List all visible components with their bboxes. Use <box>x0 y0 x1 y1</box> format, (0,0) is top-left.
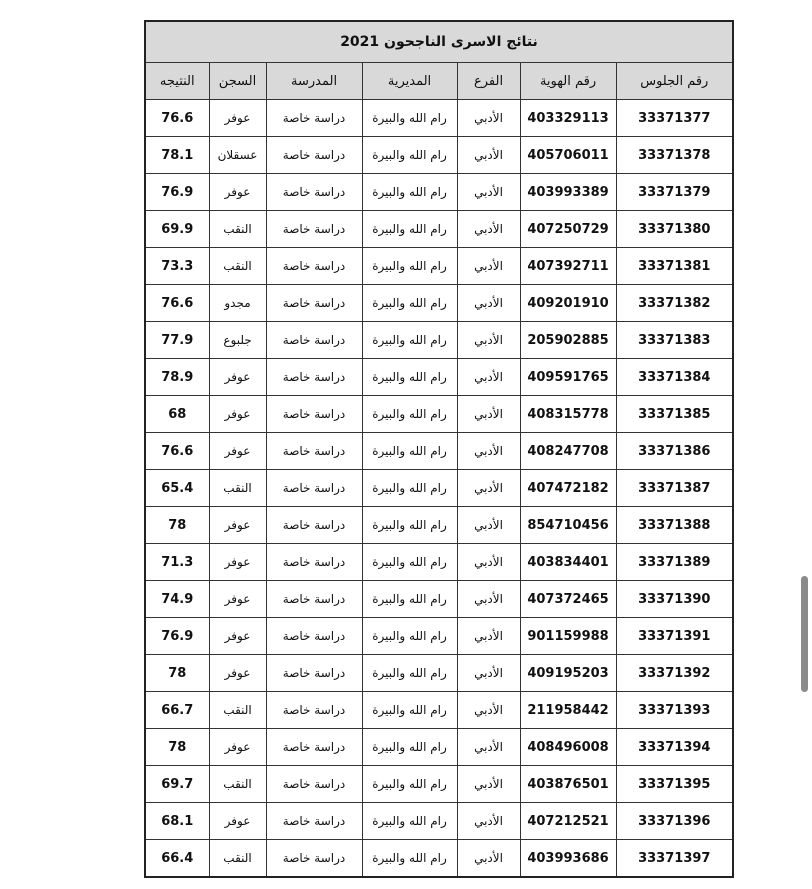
cell-prison: النقب <box>209 692 266 729</box>
cell-directorate: رام الله والبيرة <box>362 692 457 729</box>
cell-school: دراسة خاصة <box>266 174 362 211</box>
cell-school: دراسة خاصة <box>266 803 362 840</box>
cell-school: دراسة خاصة <box>266 655 362 692</box>
cell-prison: النقب <box>209 766 266 803</box>
cell-directorate: رام الله والبيرة <box>362 729 457 766</box>
cell-seat-number: 33371393 <box>616 692 733 729</box>
cell-directorate: رام الله والبيرة <box>362 618 457 655</box>
cell-branch: الأدبي <box>457 470 520 507</box>
table-row <box>145 840 733 878</box>
cell-prison: عوفر <box>209 396 266 433</box>
table-body <box>145 100 733 878</box>
cell-branch: الأدبي <box>457 248 520 285</box>
results-table <box>144 20 734 878</box>
cell-seat-number: 33371397 <box>616 840 733 878</box>
cell-directorate: رام الله والبيرة <box>362 803 457 840</box>
cell-prison: النقب <box>209 211 266 248</box>
cell-branch: الأدبي <box>457 581 520 618</box>
cell-branch: الأدبي <box>457 544 520 581</box>
table-title-row <box>145 21 733 63</box>
cell-branch: الأدبي <box>457 655 520 692</box>
cell-seat-number: 33371386 <box>616 433 733 470</box>
cell-id-number: 408315778 <box>520 396 616 433</box>
cell-branch: الأدبي <box>457 174 520 211</box>
cell-seat-number: 33371385 <box>616 396 733 433</box>
table-title: نتائج الاسرى الناجحون 2021 <box>145 21 733 63</box>
cell-id-number: 407212521 <box>520 803 616 840</box>
table-row <box>145 544 733 581</box>
cell-branch: الأدبي <box>457 211 520 248</box>
cell-result: 69.7 <box>145 766 209 803</box>
cell-result: 78 <box>145 729 209 766</box>
table-row <box>145 581 733 618</box>
cell-prison: عوفر <box>209 618 266 655</box>
table-row <box>145 137 733 174</box>
vertical-scrollbar[interactable] <box>801 576 808 692</box>
cell-result: 69.9 <box>145 211 209 248</box>
cell-directorate: رام الله والبيرة <box>362 840 457 878</box>
table-row <box>145 655 733 692</box>
cell-id-number: 405706011 <box>520 137 616 174</box>
cell-result: 76.9 <box>145 174 209 211</box>
table-row <box>145 766 733 803</box>
cell-seat-number: 33371388 <box>616 507 733 544</box>
cell-school: دراسة خاصة <box>266 248 362 285</box>
table-row <box>145 692 733 729</box>
cell-seat-number: 33371392 <box>616 655 733 692</box>
cell-directorate: رام الله والبيرة <box>362 396 457 433</box>
cell-school: دراسة خاصة <box>266 211 362 248</box>
cell-school: دراسة خاصة <box>266 396 362 433</box>
cell-seat-number: 33371380 <box>616 211 733 248</box>
cell-branch: الأدبي <box>457 100 520 137</box>
cell-id-number: 205902885 <box>520 322 616 359</box>
cell-prison: النقب <box>209 840 266 878</box>
cell-directorate: رام الله والبيرة <box>362 322 457 359</box>
cell-directorate: رام الله والبيرة <box>362 248 457 285</box>
cell-school: دراسة خاصة <box>266 470 362 507</box>
cell-directorate: رام الله والبيرة <box>362 137 457 174</box>
cell-branch: الأدبي <box>457 840 520 878</box>
cell-branch: الأدبي <box>457 766 520 803</box>
cell-school: دراسة خاصة <box>266 729 362 766</box>
cell-branch: الأدبي <box>457 137 520 174</box>
cell-branch: الأدبي <box>457 692 520 729</box>
cell-result: 73.3 <box>145 248 209 285</box>
cell-id-number: 854710456 <box>520 507 616 544</box>
table-row <box>145 359 733 396</box>
table-header-row <box>145 63 733 100</box>
cell-branch: الأدبي <box>457 618 520 655</box>
cell-school: دراسة خاصة <box>266 692 362 729</box>
cell-seat-number: 33371381 <box>616 248 733 285</box>
cell-school: دراسة خاصة <box>266 581 362 618</box>
table-row <box>145 248 733 285</box>
cell-result: 68 <box>145 396 209 433</box>
cell-directorate: رام الله والبيرة <box>362 507 457 544</box>
cell-seat-number: 33371377 <box>616 100 733 137</box>
table-row <box>145 174 733 211</box>
table-row <box>145 100 733 137</box>
header-seat-number: رقم الجلوس <box>616 63 733 100</box>
cell-prison: جلبوع <box>209 322 266 359</box>
cell-prison: عوفر <box>209 581 266 618</box>
cell-school: دراسة خاصة <box>266 544 362 581</box>
cell-school: دراسة خاصة <box>266 137 362 174</box>
cell-branch: الأدبي <box>457 507 520 544</box>
cell-seat-number: 33371394 <box>616 729 733 766</box>
cell-school: دراسة خاصة <box>266 766 362 803</box>
cell-directorate: رام الله والبيرة <box>362 359 457 396</box>
table-row <box>145 507 733 544</box>
table-row <box>145 470 733 507</box>
cell-id-number: 407392711 <box>520 248 616 285</box>
header-result: النتيجه <box>145 63 209 100</box>
cell-directorate: رام الله والبيرة <box>362 285 457 322</box>
cell-school: دراسة خاصة <box>266 322 362 359</box>
cell-prison: عوفر <box>209 729 266 766</box>
table-row <box>145 322 733 359</box>
cell-branch: الأدبي <box>457 359 520 396</box>
cell-seat-number: 33371389 <box>616 544 733 581</box>
cell-result: 65.4 <box>145 470 209 507</box>
cell-id-number: 403329113 <box>520 100 616 137</box>
cell-branch: الأدبي <box>457 322 520 359</box>
cell-seat-number: 33371379 <box>616 174 733 211</box>
cell-result: 78.1 <box>145 137 209 174</box>
cell-branch: الأدبي <box>457 433 520 470</box>
cell-prison: عوفر <box>209 359 266 396</box>
table-row <box>145 211 733 248</box>
table-row <box>145 285 733 322</box>
header-directorate: المديرية <box>362 63 457 100</box>
cell-id-number: 403993686 <box>520 840 616 878</box>
cell-directorate: رام الله والبيرة <box>362 581 457 618</box>
cell-directorate: رام الله والبيرة <box>362 174 457 211</box>
cell-seat-number: 33371384 <box>616 359 733 396</box>
cell-result: 68.1 <box>145 803 209 840</box>
cell-id-number: 211958442 <box>520 692 616 729</box>
table-row <box>145 618 733 655</box>
cell-branch: الأدبي <box>457 285 520 322</box>
cell-result: 66.4 <box>145 840 209 878</box>
cell-result: 74.9 <box>145 581 209 618</box>
cell-prison: عوفر <box>209 544 266 581</box>
cell-id-number: 403876501 <box>520 766 616 803</box>
cell-seat-number: 33371391 <box>616 618 733 655</box>
cell-seat-number: 33371387 <box>616 470 733 507</box>
cell-result: 78 <box>145 655 209 692</box>
cell-id-number: 407250729 <box>520 211 616 248</box>
cell-prison: عسقلان <box>209 137 266 174</box>
cell-prison: عوفر <box>209 174 266 211</box>
cell-seat-number: 33371395 <box>616 766 733 803</box>
cell-prison: النقب <box>209 248 266 285</box>
cell-id-number: 409195203 <box>520 655 616 692</box>
cell-directorate: رام الله والبيرة <box>362 655 457 692</box>
cell-directorate: رام الله والبيرة <box>362 470 457 507</box>
cell-school: دراسة خاصة <box>266 433 362 470</box>
cell-result: 76.6 <box>145 433 209 470</box>
cell-id-number: 409201910 <box>520 285 616 322</box>
cell-prison: عوفر <box>209 100 266 137</box>
table-row <box>145 803 733 840</box>
cell-prison: النقب <box>209 470 266 507</box>
cell-result: 76.6 <box>145 100 209 137</box>
cell-id-number: 408496008 <box>520 729 616 766</box>
cell-prison: عوفر <box>209 655 266 692</box>
cell-seat-number: 33371390 <box>616 581 733 618</box>
cell-directorate: رام الله والبيرة <box>362 766 457 803</box>
cell-result: 71.3 <box>145 544 209 581</box>
cell-id-number: 403993389 <box>520 174 616 211</box>
cell-seat-number: 33371378 <box>616 137 733 174</box>
cell-branch: الأدبي <box>457 396 520 433</box>
table-row <box>145 729 733 766</box>
header-branch: الفرع <box>457 63 520 100</box>
table-row <box>145 433 733 470</box>
cell-id-number: 407472182 <box>520 470 616 507</box>
cell-result: 77.9 <box>145 322 209 359</box>
cell-result: 78.9 <box>145 359 209 396</box>
cell-branch: الأدبي <box>457 803 520 840</box>
header-school: المدرسة <box>266 63 362 100</box>
cell-directorate: رام الله والبيرة <box>362 100 457 137</box>
table-row <box>145 396 733 433</box>
cell-result: 76.6 <box>145 285 209 322</box>
cell-id-number: 403834401 <box>520 544 616 581</box>
cell-school: دراسة خاصة <box>266 618 362 655</box>
cell-result: 76.9 <box>145 618 209 655</box>
cell-prison: عوفر <box>209 507 266 544</box>
cell-school: دراسة خاصة <box>266 359 362 396</box>
cell-result: 78 <box>145 507 209 544</box>
cell-school: دراسة خاصة <box>266 507 362 544</box>
cell-id-number: 901159988 <box>520 618 616 655</box>
cell-prison: مجدو <box>209 285 266 322</box>
cell-school: دراسة خاصة <box>266 100 362 137</box>
cell-prison: عوفر <box>209 803 266 840</box>
cell-seat-number: 33371396 <box>616 803 733 840</box>
cell-id-number: 408247708 <box>520 433 616 470</box>
cell-branch: الأدبي <box>457 729 520 766</box>
cell-directorate: رام الله والبيرة <box>362 211 457 248</box>
cell-directorate: رام الله والبيرة <box>362 433 457 470</box>
cell-seat-number: 33371383 <box>616 322 733 359</box>
header-id-number: رقم الهوية <box>520 63 616 100</box>
cell-directorate: رام الله والبيرة <box>362 544 457 581</box>
cell-seat-number: 33371382 <box>616 285 733 322</box>
cell-result: 66.7 <box>145 692 209 729</box>
cell-prison: عوفر <box>209 433 266 470</box>
cell-id-number: 409591765 <box>520 359 616 396</box>
cell-school: دراسة خاصة <box>266 285 362 322</box>
cell-school: دراسة خاصة <box>266 840 362 878</box>
cell-id-number: 407372465 <box>520 581 616 618</box>
header-prison: السجن <box>209 63 266 100</box>
